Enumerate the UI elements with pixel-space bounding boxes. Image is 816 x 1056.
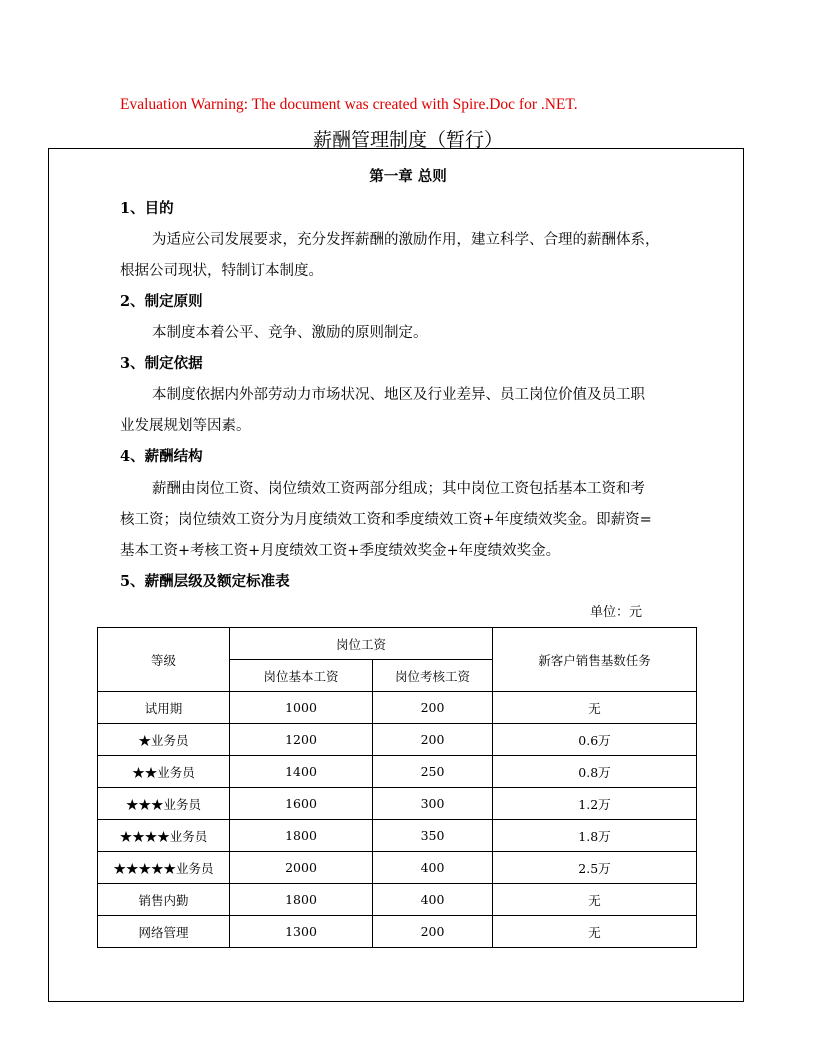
chapter-heading: 第一章 总则 bbox=[369, 168, 447, 185]
header-post-wage: 岗位工资 bbox=[230, 628, 493, 660]
table-cell: 无 bbox=[493, 916, 697, 948]
table-cell: ★★业务员 bbox=[98, 756, 230, 788]
unit-label: 单位：元 bbox=[590, 605, 643, 620]
table-cell: ★★★★★业务员 bbox=[98, 852, 230, 884]
table-cell: ★★★★业务员 bbox=[98, 820, 230, 852]
table-cell: 1000 bbox=[230, 692, 373, 724]
table-cell: 1300 bbox=[230, 916, 373, 948]
header-basic: 岗位基本工资 bbox=[230, 660, 373, 692]
table-cell: 400 bbox=[373, 884, 493, 916]
table-row bbox=[98, 916, 697, 948]
table-cell: 无 bbox=[493, 884, 697, 916]
table-cell: 1400 bbox=[230, 756, 373, 788]
table-cell: 1800 bbox=[230, 884, 373, 916]
table-cell: 无 bbox=[493, 692, 697, 724]
table-cell: ★业务员 bbox=[98, 724, 230, 756]
document-title: 薪酬管理制度（暂行） bbox=[312, 129, 503, 151]
section-heading: 5、薪酬层级及额定标准表 bbox=[120, 573, 290, 590]
table-cell: 400 bbox=[373, 852, 493, 884]
table-cell: 1800 bbox=[230, 820, 373, 852]
section-heading: 4、薪酬结构 bbox=[120, 448, 203, 465]
table-cell: 2.5万 bbox=[493, 852, 697, 884]
evaluation-warning: Evaluation Warning: The document was created with Spire.Doc for .NET. bbox=[120, 96, 578, 113]
paragraph-line: 为适应公司发展要求，充分发挥薪酬的激励作用，建立科学、合理的薪酬体系， bbox=[152, 232, 660, 248]
table-cell: 200 bbox=[373, 724, 493, 756]
table-row bbox=[98, 852, 697, 884]
table-row bbox=[98, 692, 697, 724]
table-cell: 试用期 bbox=[98, 692, 230, 724]
table-cell: 200 bbox=[373, 916, 493, 948]
table-cell: 250 bbox=[373, 756, 493, 788]
section-heading: 2、制定原则 bbox=[120, 293, 203, 310]
table-row bbox=[98, 756, 697, 788]
header-assess: 岗位考核工资 bbox=[373, 660, 493, 692]
paragraph-line: 本制度依据内外部劳动力市场状况、地区及行业差异、员工岗位价值及员工职 bbox=[152, 387, 645, 403]
table-cell: 网络管理 bbox=[98, 916, 230, 948]
table-cell: 1.8万 bbox=[493, 820, 697, 852]
table-cell: 1200 bbox=[230, 724, 373, 756]
section-heading: 3、制定依据 bbox=[120, 355, 203, 372]
table-cell: 1600 bbox=[230, 788, 373, 820]
table-row bbox=[98, 788, 697, 820]
paragraph-line: 根据公司现状，特制订本制度。 bbox=[120, 263, 323, 279]
paragraph-line: 基本工资+考核工资+月度绩效工资+季度绩效奖金+年度绩效奖金。 bbox=[120, 543, 561, 559]
header-level: 等级 bbox=[98, 628, 230, 692]
paragraph-line: 本制度本着公平、竞争、激励的原则制定。 bbox=[152, 325, 428, 341]
paragraph-line: 业发展规划等因素。 bbox=[120, 418, 251, 434]
section-heading: 1、目的 bbox=[120, 200, 174, 217]
table-cell: 350 bbox=[373, 820, 493, 852]
table-cell: 销售内勤 bbox=[98, 884, 230, 916]
table-cell: ★★★业务员 bbox=[98, 788, 230, 820]
table-cell: 200 bbox=[373, 692, 493, 724]
table-cell: 0.8万 bbox=[493, 756, 697, 788]
paragraph-line: 薪酬由岗位工资、岗位绩效工资两部分组成；其中岗位工资包括基本工资和考 bbox=[152, 481, 645, 497]
table-cell: 2000 bbox=[230, 852, 373, 884]
table-row bbox=[98, 820, 697, 852]
table-cell: 1.2万 bbox=[493, 788, 697, 820]
header-task: 新客户销售基数任务 bbox=[493, 628, 697, 692]
table-row bbox=[98, 884, 697, 916]
table-cell: 0.6万 bbox=[493, 724, 697, 756]
salary-table bbox=[97, 627, 697, 948]
table-cell: 300 bbox=[373, 788, 493, 820]
paragraph-line: 核工资；岗位绩效工资分为月度绩效工资和季度绩效工资+年度绩效奖金。即薪资= bbox=[120, 512, 652, 528]
table-row bbox=[98, 724, 697, 756]
